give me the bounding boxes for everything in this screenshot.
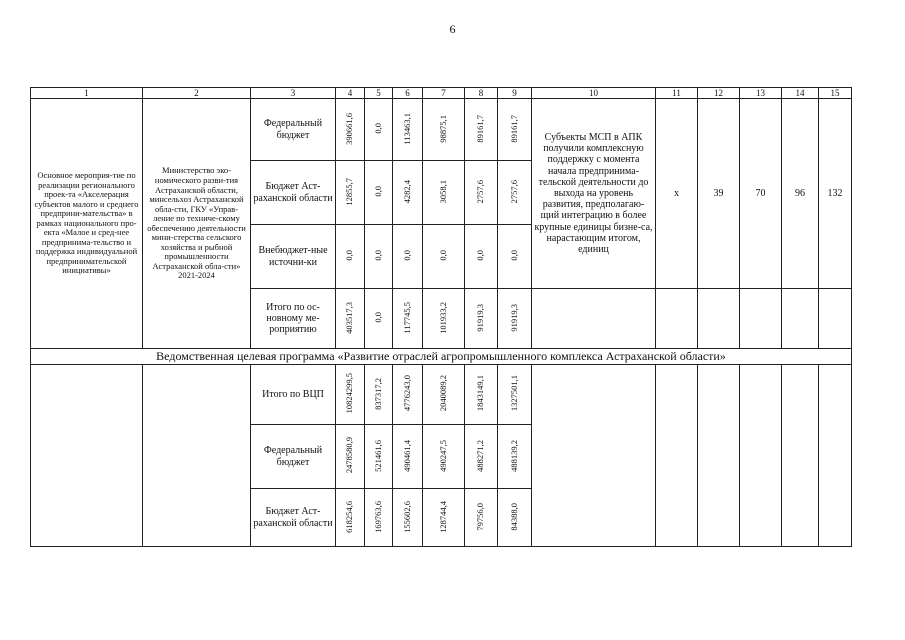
value-cell: 0,0 — [393, 225, 423, 289]
program-title-row — [31, 349, 852, 365]
value-cell: 1843149,1 — [465, 365, 498, 425]
executor-name: Министерство эко-номического разви-тия Астраханской области, минсельхоз Астраханской обла-сти, ГКУ «Управ-ление по техниче-скому обеспечению деятельности мини-стерства сельского хозяйства и рыбной промышленности Астраханской обла-сти» — [147, 165, 246, 271]
value-cell: 0,0 — [465, 225, 498, 289]
empty-cell — [698, 289, 740, 349]
column-number: 12 — [698, 88, 740, 99]
column-number: 13 — [740, 88, 782, 99]
column-number-row — [31, 88, 852, 99]
indicator-value: 96 — [782, 99, 819, 289]
value-cell: 117745,5 — [393, 289, 423, 349]
value-cell: 4282,4 — [393, 161, 423, 225]
empty-cell — [740, 289, 782, 349]
empty-cell — [782, 289, 819, 349]
value-cell: 84388,0 — [498, 489, 532, 547]
empty-cell — [740, 365, 782, 547]
value-cell: 3058,1 — [423, 161, 465, 225]
empty-cell — [532, 365, 656, 547]
value-cell: 89161,7 — [498, 99, 532, 161]
executor-cell — [143, 99, 251, 349]
empty-cell — [782, 365, 819, 547]
column-number: 3 — [251, 88, 336, 99]
value-cell: 0,0 — [365, 289, 393, 349]
value-cell: 0,0 — [365, 99, 393, 161]
value-cell: 490247,5 — [423, 425, 465, 489]
empty-cell — [698, 365, 740, 547]
value-cell: 488271,2 — [465, 425, 498, 489]
value-cell: 2478580,9 — [336, 425, 365, 489]
value-cell: 128744,4 — [423, 489, 465, 547]
empty-cell — [31, 365, 143, 547]
value-cell: 169763,6 — [365, 489, 393, 547]
value-cell: 0,0 — [336, 225, 365, 289]
table-row — [31, 99, 852, 161]
activity-years: 2021-2024 — [178, 270, 215, 281]
empty-cell — [656, 365, 698, 547]
funding-source: Федеральный бюджет — [251, 425, 336, 489]
value-cell: 403517,3 — [336, 289, 365, 349]
page-number: 6 — [449, 22, 456, 36]
value-cell: 113463,1 — [393, 99, 423, 161]
value-cell: 1327501,1 — [498, 365, 532, 425]
funding-source: Внебюджет-ные источни-ки — [251, 225, 336, 289]
value-cell: 490461,4 — [393, 425, 423, 489]
value-cell: 390661,6 — [336, 99, 365, 161]
value-cell: 837317,2 — [365, 365, 393, 425]
value-cell: 12855,7 — [336, 161, 365, 225]
value-cell: 618254,6 — [336, 489, 365, 547]
value-cell: 79756,0 — [465, 489, 498, 547]
indicator-value: x — [656, 99, 698, 289]
column-number: 4 — [336, 88, 365, 99]
value-cell: 0,0 — [365, 225, 393, 289]
value-cell: 2757,6 — [498, 161, 532, 225]
value-cell: 101933,2 — [423, 289, 465, 349]
value-cell: 10824299,5 — [336, 365, 365, 425]
budget-table — [30, 87, 852, 547]
value-cell: 488139,2 — [498, 425, 532, 489]
value-cell: 89161,7 — [465, 99, 498, 161]
funding-source: Итого по ос-новному ме-роприятию — [251, 289, 336, 349]
value-cell: 155602,6 — [393, 489, 423, 547]
indicator-value: 39 — [698, 99, 740, 289]
column-number: 6 — [393, 88, 423, 99]
program-title: Ведомственная целевая программа «Развитие отраслей агропромышленного комплекса Астраханской области» — [31, 349, 852, 365]
value-cell: 91919,3 — [498, 289, 532, 349]
column-number: 1 — [31, 88, 143, 99]
activity-name: Основное мероприя-тие по реализации регионального проек-та «Акселерация субъектов малого и среднего предприни-мательства» в рамках национального про-екта «Малое и сред-нее предпринима-тельство и поддержка индивидуальной предпринимательской инициативы» — [34, 170, 139, 276]
funding-source: Федеральный бюджет — [251, 99, 336, 161]
value-cell: 0,0 — [423, 225, 465, 289]
empty-cell — [819, 289, 852, 349]
column-number: 14 — [782, 88, 819, 99]
empty-cell — [143, 365, 251, 547]
column-number: 5 — [365, 88, 393, 99]
indicator-value: 132 — [819, 99, 852, 289]
column-number: 8 — [465, 88, 498, 99]
funding-source: Итого по ВЦП — [251, 365, 336, 425]
value-cell: 2757,6 — [465, 161, 498, 225]
value-cell: 521461,6 — [365, 425, 393, 489]
funding-source: Бюджет Аст-раханской области — [251, 489, 336, 547]
value-cell: 2040089,2 — [423, 365, 465, 425]
column-number: 10 — [532, 88, 656, 99]
value-cell: 0,0 — [498, 225, 532, 289]
empty-cell — [532, 289, 656, 349]
column-number: 9 — [498, 88, 532, 99]
funding-source: Бюджет Аст-раханской области — [251, 161, 336, 225]
empty-cell — [656, 289, 698, 349]
column-number: 11 — [656, 88, 698, 99]
column-number: 2 — [143, 88, 251, 99]
activity-name-cell — [31, 99, 143, 349]
value-cell: 91919,3 — [465, 289, 498, 349]
column-number: 15 — [819, 88, 852, 99]
table-row — [31, 365, 852, 425]
indicator-value: 70 — [740, 99, 782, 289]
value-cell: 4776243,0 — [393, 365, 423, 425]
value-cell: 98875,1 — [423, 99, 465, 161]
value-cell: 0,0 — [365, 161, 393, 225]
empty-cell — [819, 365, 852, 547]
column-number: 7 — [423, 88, 465, 99]
indicator-description: Субъекты МСП в АПК получили комплексную поддержку с момента начала предпринима-тельской деятельности до выхода на уровень развития, предполагаю-щий интеграцию в более крупные единицы бизне-са, нарастающим итогом, единиц — [532, 99, 656, 289]
